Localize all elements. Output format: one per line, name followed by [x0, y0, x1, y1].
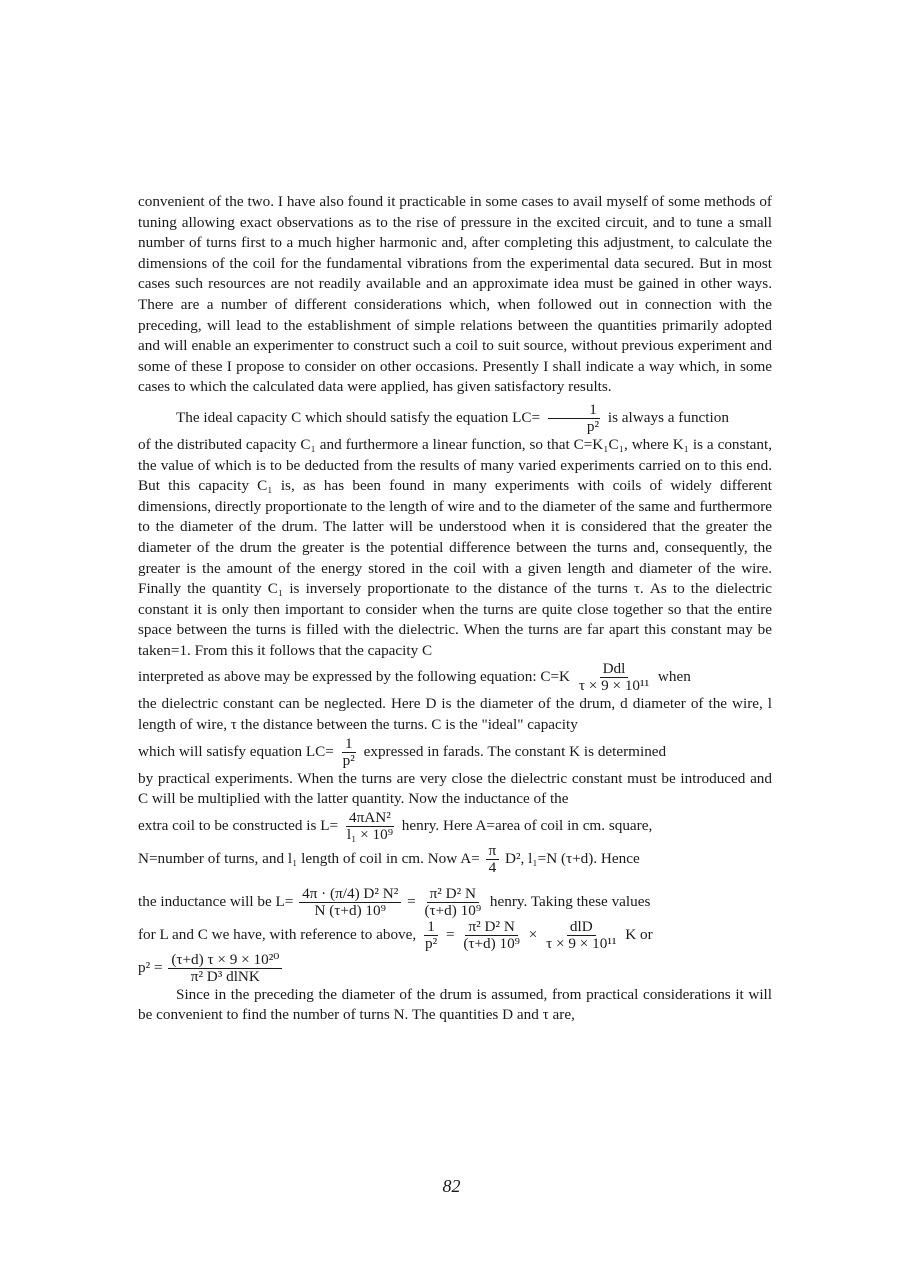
- paragraph-3: Since in the preceding the diameter of the drum is assumed, from practical considerations it will be convenient to find the number of turns N. The quantities D and τ are,: [138, 985, 772, 1024]
- lc2-fraction-c: [543, 919, 619, 952]
- lc-equation-line: [138, 736, 772, 769]
- pi-over-4-fraction: [486, 843, 500, 876]
- frac-num: dlD: [567, 919, 596, 936]
- inductance-2-fraction-b: [421, 886, 484, 919]
- times-sign: ×: [528, 925, 538, 943]
- paragraph-2-body: of the distributed capacity C₁ and furthermore a linear function, so that C=K₁C₁, where K₁ is a constant, the value of which is to be deducted from the results of many varied experiments carried on to this end. But this capacity C₁ is, as has been found in many experiments with coils of widely different dimensions, directly proportionate to the length of wire and to the diameter of the same and furthermore to the diameter of the drum. The latter will be understood when it is considered that the greater the diameter of the drum the greater is the potential difference between the turns and, consequently, the greater is the amount of the energy stored in the coil with a given length and diameter of the wire. Finally the quantity C₁ is inversely proportionate to the distance of the turns τ. As to the dielectric constant it is only then important to consider when the turns are quite close together so that the entire space between the turns is filled with the dielectric. When the turns are far apart this constant may be taken=1. From this it follows that the capacity C: [138, 435, 772, 659]
- lc2-post: K or: [625, 925, 653, 943]
- inductance-equation-line: [138, 810, 772, 843]
- eq-line-post: when: [657, 668, 691, 686]
- frac-den: π² D³ dlNK: [190, 967, 260, 985]
- eq-line-pre: interpreted as above may be expressed by the following equation: C=K: [138, 668, 571, 686]
- frac-num: 1: [342, 736, 356, 753]
- p-squared-equation-line: [138, 952, 772, 985]
- frac-den: p²: [424, 934, 438, 952]
- frac-den: (τ+d) 10⁹: [424, 901, 482, 919]
- paragraph-1: convenient of the two. I have also found it practicable in some cases to avail myself of some methods of tuning allowing exact observations as to the rise of pressure in the excited circuit, and to tune a small number of turns first to a much higher harmonic and, after completing this adjustment, to calculate the dimensions of the coil for the fundamental vibrations from the experimental data secured. But in most cases such resources are not readily available and an approximate idea must be gained in other ways. There are a number of different considerations which, when followed out in connection with the preceding, will lead to the establishment of simple relations between the quantities primarily adopted and will enable an experimenter to construct such a coil to suit source, without previous experiment and some of these I propose to consider on other occasions. Presently I shall indicate a way which, in some cases to which the calculated data were applied, has given satisfactory results.: [138, 193, 772, 396]
- frac-num: π² D² N: [465, 919, 517, 936]
- ind2-post: henry. Taking these values: [489, 892, 651, 910]
- frac-num: (τ+d) τ × 9 × 10²⁰: [168, 952, 282, 969]
- ind2-pre: the inductance will be L=: [138, 892, 294, 910]
- lc-pre: which will satisfy equation LC=: [138, 742, 334, 760]
- frac-num: Ddl: [600, 661, 629, 678]
- ind-pre: extra coil to be constructed is L=: [138, 816, 339, 834]
- p2-pre: p² =: [138, 958, 163, 976]
- n-post: D², l₁=N (τ+d). Hence: [505, 849, 640, 867]
- capacity-equation-line: [138, 661, 772, 694]
- frac-den: 4: [488, 858, 497, 876]
- paragraph-2-body-2: the dielectric constant can be neglected. Here D is the diameter of the drum, d diameter of the wire, l length of wire, τ the distance between the turns. C is the "ideal" capacity: [138, 695, 772, 734]
- equals-sign: =: [445, 925, 455, 943]
- frac-num: π² D² N: [427, 886, 479, 903]
- page-number: 82: [442, 1176, 461, 1196]
- lc2-fraction-b: [460, 919, 523, 952]
- inductance-2-fraction-a: [299, 886, 401, 919]
- frac-den: τ × 9 × 10¹¹: [578, 677, 650, 695]
- frac-den: p²: [342, 751, 355, 769]
- frac-num: π: [486, 843, 500, 860]
- paragraph-2-intro: [138, 402, 772, 435]
- page-body: [138, 192, 772, 1026]
- lc-fraction: [340, 736, 358, 769]
- lc2-fraction-a: [422, 919, 440, 952]
- equals-sign: =: [407, 892, 416, 910]
- area-equation-line: [138, 843, 772, 876]
- eq-intro-text: The ideal capacity C which should satisfy the equation LC=: [176, 408, 541, 426]
- p2-fraction: [168, 952, 282, 985]
- fraction-1-over-p2: [546, 402, 602, 435]
- frac-den: (τ+d) 10⁹: [463, 934, 520, 952]
- n-pre: N=number of turns, and l₁ length of coil in cm. Now A=: [138, 849, 480, 867]
- frac-num: 1: [424, 919, 438, 936]
- frac-num: 4π · (π/4) D² N²: [299, 886, 401, 903]
- frac-num: 1: [548, 402, 600, 419]
- frac-den: p²: [586, 417, 600, 435]
- inductance-fraction: [344, 810, 396, 843]
- frac-den: τ × 9 × 10¹¹: [546, 934, 617, 952]
- frac-den: l₁ × 10⁹: [346, 825, 393, 843]
- ind-post: henry. Here A=area of coil in cm. square,: [401, 816, 653, 834]
- frac-num: 4πAN²: [346, 810, 394, 827]
- eq-after-text: is always a function: [607, 408, 729, 426]
- inductance-2-equation-line: [138, 886, 772, 919]
- capacity-fraction: [576, 661, 652, 694]
- paragraph-2-body-3: by practical experiments. When the turns are very close the dielectric constant must be introduced and C will be multiplied with the latter quantity. Now the inductance of the: [138, 769, 772, 808]
- lc-post: expressed in farads. The constant K is determined: [363, 742, 667, 760]
- lc2-pre: for L and C we have, with reference to above,: [138, 925, 417, 943]
- frac-den: N (τ+d) 10⁹: [314, 901, 386, 919]
- lc-product-equation-line: [138, 919, 772, 952]
